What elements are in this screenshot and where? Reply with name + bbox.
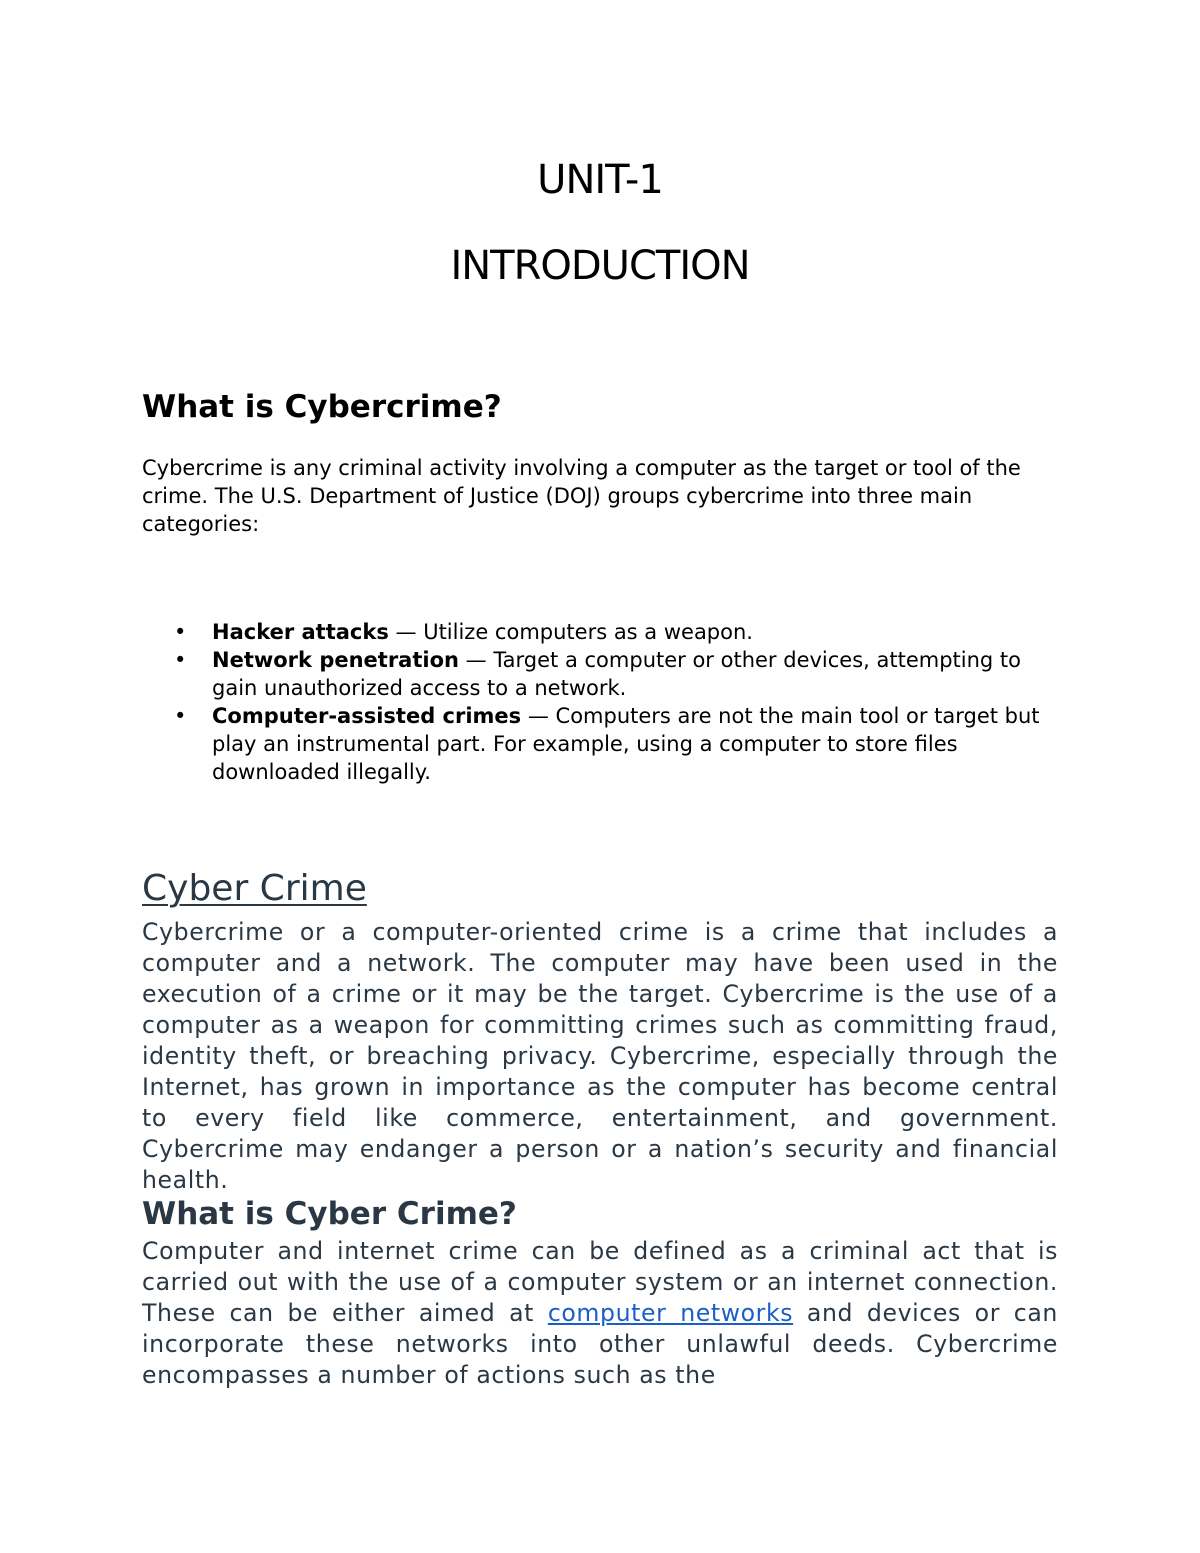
cyber-crime-paragraph: Cybercrime or a computer-oriented crime is a crime that includes a computer and a network. The computer may have been used in the execution of a crime or it may be the target. Cybercrime is the use of a computer as a weapon for committing crimes such as committing fraud, identity theft, or breaching privacy. Cybercrime, especially through the Internet, has grown in importance as the computer has become central to every field like commerce, entertainment, and government. Cybercrime may endanger a person or a nation’s security and financial health. [142, 918, 1058, 1194]
bullet-term: Hacker attacks [212, 620, 389, 644]
bullet-text: — Computers are not the main tool or target but play an instrumental part. For example, using a computer to store files downloaded illegally. [212, 704, 1040, 784]
unit-title: UNIT-1 [537, 157, 663, 203]
what-is-cyber-crime-heading: What is Cyber Crime? [142, 1196, 517, 1232]
computer-networks-link[interactable]: computer networks [547, 1299, 794, 1327]
bullet-icon: • [174, 704, 187, 728]
what-is-cybercrime-heading: What is Cybercrime? [142, 389, 502, 425]
doj-categories-list [142, 618, 1072, 786]
list-item [142, 702, 1072, 786]
bullet-text: — Utilize computers as a weapon. [388, 620, 753, 644]
cyber-crime-definition-paragraph [142, 1236, 1058, 1391]
bullet-term: Computer-assisted crimes [212, 704, 522, 728]
paragraph-text: Computer and internet crime can be defined as a criminal act that is carried out with the use of a computer system or an internet connection. These can be either aimed at [142, 1237, 1058, 1327]
list-item [142, 618, 1072, 646]
cyber-crime-heading: Cyber Crime [142, 868, 367, 909]
cybercrime-intro-paragraph: Cybercrime is any criminal activity involving a computer as the target or tool of the crime. The U.S. Department of Justice (DOJ) groups cybercrime into three main categories: [142, 456, 1021, 536]
introduction-title: INTRODUCTION [450, 243, 750, 289]
list-item [142, 646, 1072, 702]
bullet-term: Network penetration [212, 648, 459, 672]
bullet-icon: • [174, 620, 187, 644]
bullet-icon: • [174, 648, 187, 672]
bullet-text: — Target a computer or other devices, attempting to gain unauthorized access to a network. [212, 648, 1022, 700]
paragraph-text: and devices or can incorporate these networks into other unlawful deeds. Cybercrime encompasses a number of actions such as the [142, 1299, 1058, 1389]
